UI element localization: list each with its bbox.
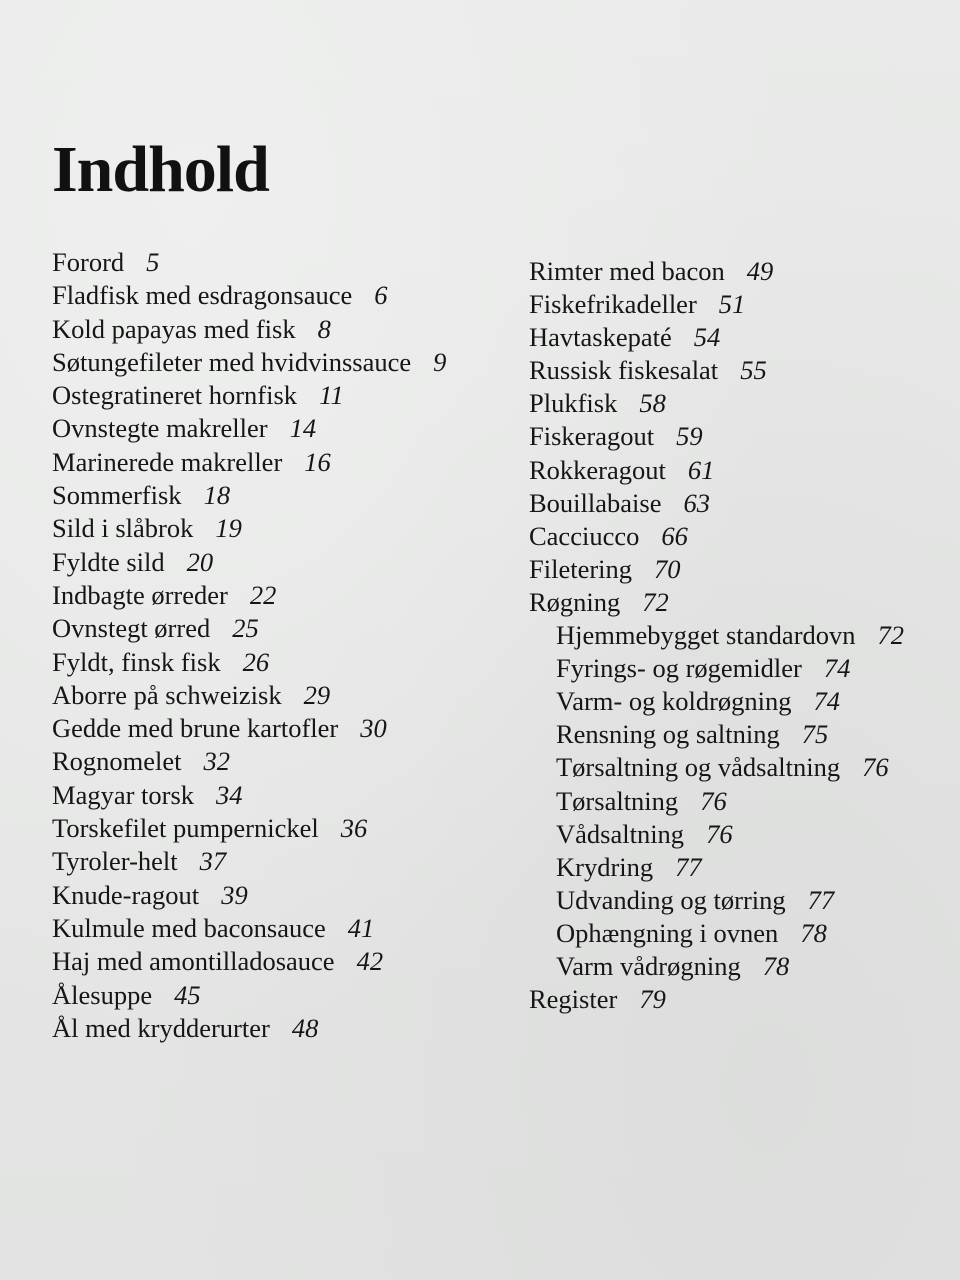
toc-subentry: [529, 818, 904, 851]
toc-entry-label: Haj med amontilladosauce: [52, 946, 335, 977]
toc-entry: [52, 279, 446, 312]
toc-entry-page: 29: [303, 679, 331, 710]
toc-entry: [52, 945, 446, 978]
toc-entry: [52, 612, 446, 645]
toc-subentry: [529, 884, 904, 917]
toc-entry-page: 51: [718, 289, 746, 320]
toc-entry-page: 19: [215, 513, 242, 544]
toc-entry-page: 63: [683, 487, 710, 518]
toc-subentry: [529, 685, 904, 718]
toc-entry-label: Kold papayas med fisk: [52, 313, 296, 344]
toc-entry: [52, 646, 446, 679]
toc-entry-page: 26: [242, 646, 270, 677]
toc-entry-label: Aborre på schweizisk: [52, 679, 282, 710]
toc-entry: [529, 487, 904, 520]
toc-entry: [52, 579, 446, 612]
toc-entry: [52, 246, 446, 279]
toc-entry-label: Register: [529, 984, 618, 1015]
toc-entry-page: 74: [813, 686, 841, 717]
toc-entry-page: 37: [199, 846, 227, 877]
toc-entry-page: 58: [639, 388, 666, 419]
toc-entry-page: 72: [877, 620, 905, 651]
toc-entry-label: Krydring: [556, 851, 654, 882]
toc-right-column: [529, 255, 904, 1016]
toc-entry-page: 66: [661, 520, 688, 551]
toc-entry: [529, 420, 904, 453]
toc-entry-label: Fiskefrikadeller: [529, 289, 697, 320]
toc-entry-label: Varm- og koldrøgning: [556, 686, 792, 717]
toc-entry-label: Magyar torsk: [52, 779, 195, 810]
toc-subentry: [529, 718, 904, 751]
toc-entry-page: 5: [146, 247, 160, 277]
toc-entry-label: Ophængning i ovnen: [556, 917, 779, 948]
toc-entry: [52, 412, 446, 445]
toc-entry: [52, 1012, 446, 1045]
toc-entry-label: Tyroler-helt: [52, 846, 178, 877]
toc-subentry: [529, 917, 904, 950]
toc-entry-label: Gedde med brune kartofler: [52, 713, 339, 744]
toc-entry-page: 78: [800, 917, 827, 948]
toc-entry-page: 34: [216, 779, 243, 810]
toc-entry-label: Rokkeragout: [529, 454, 666, 485]
toc-entry-label: Cacciucco: [529, 520, 640, 551]
toc-entry: [52, 745, 446, 778]
toc-entry-page: 72: [642, 586, 669, 617]
toc-entry-label: Havtaskepaté: [529, 322, 672, 353]
toc-entry: [529, 454, 904, 487]
toc-entry-page: 76: [706, 818, 733, 849]
toc-entry-label: Ovnstegt ørred: [52, 613, 211, 644]
toc-entry-page: 78: [762, 950, 790, 981]
toc-entry-label: Ålesuppe: [52, 979, 153, 1010]
toc-subentry: [529, 652, 904, 685]
toc-entry-page: 79: [639, 984, 666, 1015]
toc-entry-label: Ostegratineret hornfisk: [52, 380, 298, 411]
toc-entry-page: 61: [687, 454, 715, 485]
toc-entry: [529, 553, 904, 586]
toc-entry-label: Filetering: [529, 553, 633, 584]
toc-entry-page: 9: [433, 346, 447, 377]
toc-entry: [52, 346, 446, 379]
toc-entry-label: Sommerfisk: [52, 480, 182, 511]
toc-entry-label: Ål med krydderurter: [52, 1012, 270, 1043]
toc-entry: [529, 288, 904, 321]
toc-entry-page: 11: [319, 380, 344, 411]
toc-entry: [529, 321, 904, 354]
toc-entry: [52, 879, 446, 912]
toc-entry-page: 55: [740, 355, 767, 386]
toc-left-column: [52, 246, 446, 1045]
toc-entry-page: 18: [203, 480, 231, 511]
toc-entry-label: Sild i slåbrok: [52, 513, 194, 544]
toc-entry: [52, 979, 446, 1012]
toc-entry-page: 30: [360, 713, 387, 744]
toc-entry-label: Tørsaltning og vådsaltning: [556, 752, 841, 783]
toc-entry: [52, 845, 446, 878]
toc-entry-page: 54: [693, 322, 721, 353]
toc-entry: [52, 546, 446, 579]
toc-entry-label: Forord: [52, 247, 125, 277]
toc-entry: [52, 912, 446, 945]
toc-entry-label: Rognomelet: [52, 746, 182, 777]
toc-entry: [52, 812, 446, 845]
toc-entry-page: 45: [174, 979, 201, 1010]
toc-entry-label: Varm vådrøgning: [556, 950, 741, 981]
toc-entry-label: Udvanding og tørring: [556, 884, 786, 915]
toc-entry-label: Vådsaltning: [556, 818, 685, 849]
toc-subentry: [529, 851, 904, 884]
toc-entry-page: 77: [675, 851, 702, 882]
toc-entry: [52, 479, 446, 512]
toc-subentry: [529, 751, 904, 784]
toc-entry-label: Torskefilet pumpernickel: [52, 813, 319, 844]
toc-entry-page: 36: [340, 813, 368, 844]
toc-entry-label: Fiskeragout: [529, 421, 655, 452]
toc-entry-page: 41: [347, 912, 375, 943]
toc-entry: [529, 354, 904, 387]
toc-entry-label: Søtungefileter med hvidvinssauce: [52, 346, 412, 377]
toc-entry: [529, 255, 904, 288]
toc-entry-page: 42: [356, 946, 384, 977]
toc-entry-page: 59: [676, 421, 703, 452]
toc-entry-page: 25: [232, 613, 259, 644]
toc-entry-page: 32: [203, 746, 231, 777]
toc-entry-page: 39: [221, 879, 248, 910]
toc-entry: [529, 387, 904, 420]
toc-entry-label: Fyldte sild: [52, 546, 165, 577]
toc-subentry: [529, 950, 904, 983]
toc-entry-page: 76: [700, 785, 727, 816]
toc-entry-label: Røgning: [529, 586, 621, 617]
toc-entry-label: Hjemmebygget standardovn: [556, 620, 856, 651]
toc-entry-page: 22: [249, 579, 277, 610]
toc-entry: [52, 712, 446, 745]
toc-entry-label: Ovnstegte makreller: [52, 413, 268, 444]
toc-entry: [529, 586, 904, 619]
toc-entry-page: 77: [807, 884, 835, 915]
toc-subentry: [529, 619, 904, 652]
toc-entry: [529, 983, 904, 1016]
toc-entry: [52, 446, 446, 479]
toc-entry-page: 75: [801, 719, 829, 750]
toc-entry-page: 49: [746, 256, 774, 286]
toc-entry-page: 14: [289, 413, 317, 444]
toc-entry-page: 74: [823, 653, 851, 684]
toc-entry-page: 70: [654, 553, 681, 584]
toc-entry: [52, 779, 446, 812]
toc-entry-page: 20: [186, 546, 214, 577]
toc-entry-label: Tørsaltning: [556, 785, 679, 816]
toc-entry-label: Rensning og saltning: [556, 719, 780, 750]
page-title: Indhold: [52, 133, 269, 206]
toc-entry-label: Fladfisk med esdragonsauce: [52, 280, 353, 311]
toc-entry-page: 6: [374, 280, 388, 311]
toc-entry-page: 48: [291, 1012, 319, 1043]
toc-entry-label: Plukfisk: [529, 388, 618, 419]
toc-entry: [52, 512, 446, 545]
toc-entry-label: Fyrings- og røgemidler: [556, 653, 802, 684]
toc-entry-label: Indbagte ørreder: [52, 579, 228, 610]
toc-entry-label: Rimter med bacon: [529, 256, 725, 286]
toc-entry-label: Fyldt, finsk fisk: [52, 646, 221, 677]
toc-entry-page: 76: [862, 752, 889, 783]
toc-entry-page: 8: [317, 313, 331, 344]
toc-entry-label: Marinerede makreller: [52, 446, 283, 477]
toc-entry-page: 16: [304, 446, 331, 477]
toc-entry: [52, 679, 446, 712]
toc-entry-label: Kulmule med baconsauce: [52, 912, 326, 943]
toc-entry: [52, 379, 446, 412]
toc-subentry: [529, 785, 904, 818]
toc-entry: [52, 313, 446, 346]
toc-entry: [529, 520, 904, 553]
toc-entry-label: Knude-ragout: [52, 879, 200, 910]
toc-entry-label: Bouillabaise: [529, 487, 662, 518]
toc-entry-label: Russisk fiskesalat: [529, 355, 719, 386]
